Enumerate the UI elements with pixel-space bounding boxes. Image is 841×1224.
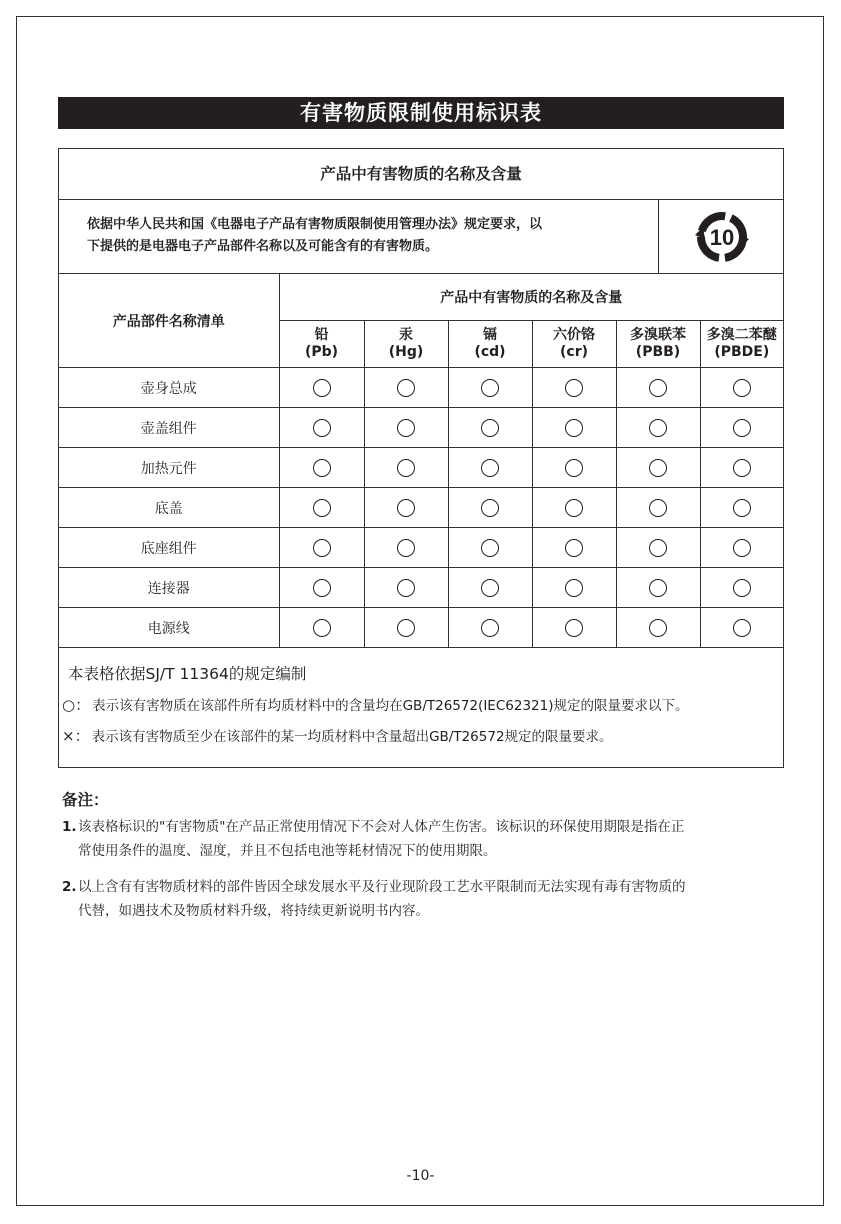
compliance-cell bbox=[616, 408, 700, 448]
compliance-cell bbox=[532, 408, 616, 448]
table-row bbox=[59, 368, 783, 408]
substance-name: 六价铬 bbox=[553, 327, 595, 343]
compliance-cell bbox=[448, 368, 532, 408]
circle-icon bbox=[313, 499, 331, 517]
grid-body bbox=[59, 274, 783, 648]
compliance-cell bbox=[700, 488, 783, 528]
circle-icon bbox=[481, 499, 499, 517]
cross-note bbox=[62, 725, 613, 746]
substance-name: 铅 bbox=[314, 327, 329, 343]
circle-icon bbox=[733, 419, 751, 437]
circle-icon bbox=[649, 539, 667, 557]
circle-icon bbox=[313, 419, 331, 437]
compliance-cell bbox=[448, 408, 532, 448]
component-name: 连接器 bbox=[59, 568, 279, 608]
remarks-heading: 备注： bbox=[62, 791, 109, 809]
circle-icon bbox=[733, 619, 751, 637]
circle-icon bbox=[313, 579, 331, 597]
cross-symbol: ×： bbox=[62, 727, 90, 745]
component-name: 底盖 bbox=[59, 488, 279, 528]
circle-icon bbox=[481, 619, 499, 637]
circle-icon bbox=[649, 459, 667, 477]
circle-icon bbox=[481, 579, 499, 597]
eco-logo-cell bbox=[659, 200, 783, 274]
circle-icon bbox=[397, 459, 415, 477]
substance-name: 多溴联苯 bbox=[630, 327, 686, 343]
compliance-cell bbox=[279, 488, 364, 528]
compliance-cell bbox=[279, 368, 364, 408]
logo-number: 10 bbox=[709, 225, 735, 250]
circle-icon bbox=[481, 459, 499, 477]
table-row bbox=[59, 408, 783, 448]
table-row bbox=[59, 448, 783, 488]
circle-icon bbox=[733, 579, 751, 597]
cross-note-text: 表示该有害物质至少在该部件的某一均质材料中含量超出GB/T26572规定的限量要求。 bbox=[91, 729, 613, 745]
compliance-cell bbox=[364, 368, 448, 408]
compliance-cell bbox=[448, 568, 532, 608]
substance-name: 汞 bbox=[399, 327, 413, 343]
circle-icon bbox=[397, 499, 415, 517]
circle-icon bbox=[313, 459, 331, 477]
circle-icon bbox=[565, 539, 583, 557]
circle-icon bbox=[397, 579, 415, 597]
remark-line: 代替，如遇技术及物质材料升级，将持续更新说明书内容。 bbox=[78, 903, 429, 919]
compliance-cell bbox=[364, 528, 448, 568]
circle-icon bbox=[397, 379, 415, 397]
circle-icon bbox=[313, 619, 331, 637]
compliance-cell bbox=[616, 488, 700, 528]
substance-name: 多溴二苯醚 bbox=[706, 327, 777, 343]
substance-header bbox=[364, 321, 448, 368]
compliance-cell bbox=[279, 408, 364, 448]
circle-icon bbox=[397, 419, 415, 437]
substance-symbol: (PBDE) bbox=[714, 344, 770, 360]
table-row bbox=[59, 608, 783, 648]
compliance-cell bbox=[279, 568, 364, 608]
compliance-cell bbox=[616, 368, 700, 408]
circle-symbol: ○： bbox=[62, 696, 91, 714]
circle-icon bbox=[649, 579, 667, 597]
component-name: 电源线 bbox=[59, 608, 279, 648]
compliance-cell bbox=[700, 368, 783, 408]
substance-symbol: (Hg) bbox=[388, 344, 424, 360]
circle-icon bbox=[565, 499, 583, 517]
circle-icon bbox=[313, 539, 331, 557]
substance-name: 镉 bbox=[483, 327, 497, 343]
substance-header bbox=[532, 321, 616, 368]
intro-line-2: 下提供的是电器电子产品部件名称以及可能含有的有害物质。 bbox=[87, 239, 439, 254]
component-name: 底座组件 bbox=[59, 528, 279, 568]
component-name: 加热元件 bbox=[59, 448, 279, 488]
substance-header bbox=[448, 321, 532, 368]
compliance-cell bbox=[364, 408, 448, 448]
compliance-cell bbox=[616, 568, 700, 608]
compliance-cell bbox=[364, 568, 448, 608]
substance-symbol: (cd) bbox=[474, 344, 506, 360]
circle-icon bbox=[733, 459, 751, 477]
standard-note: 本表格依据SJ/T 11364的规定编制 bbox=[68, 665, 307, 683]
substance-symbol: (cr) bbox=[560, 344, 588, 360]
circle-icon bbox=[733, 499, 751, 517]
compliance-cell bbox=[448, 608, 532, 648]
compliance-cell bbox=[532, 448, 616, 488]
circle-icon bbox=[397, 539, 415, 557]
circle-icon bbox=[565, 619, 583, 637]
circle-icon bbox=[481, 539, 499, 557]
compliance-cell bbox=[532, 568, 616, 608]
compliance-cell bbox=[700, 608, 783, 648]
remark-number: 2. bbox=[62, 879, 77, 895]
compliance-cell bbox=[700, 568, 783, 608]
circle-icon bbox=[733, 379, 751, 397]
compliance-cell bbox=[364, 488, 448, 528]
circle-icon bbox=[565, 459, 583, 477]
circle-icon bbox=[649, 419, 667, 437]
substance-header bbox=[700, 321, 783, 368]
column-span-header: 产品中有害物质的名称及含量 bbox=[279, 274, 783, 321]
intro-text bbox=[59, 200, 659, 274]
substance-header bbox=[279, 321, 364, 368]
section-title: 产品中有害物质的名称及含量 bbox=[59, 149, 783, 200]
circle-icon bbox=[481, 379, 499, 397]
circle-icon bbox=[397, 619, 415, 637]
substance-grid bbox=[59, 274, 783, 648]
compliance-cell bbox=[364, 608, 448, 648]
page-title: 有害物质限制使用标识表 bbox=[58, 97, 784, 129]
substance-symbol: (PBB) bbox=[635, 344, 681, 360]
circle-icon bbox=[649, 619, 667, 637]
compliance-cell bbox=[448, 528, 532, 568]
table-row bbox=[59, 488, 783, 528]
remark-number: 1. bbox=[62, 819, 77, 835]
compliance-cell bbox=[279, 528, 364, 568]
compliance-cell bbox=[700, 408, 783, 448]
circle-icon bbox=[481, 419, 499, 437]
compliance-cell bbox=[700, 448, 783, 488]
compliance-cell bbox=[448, 488, 532, 528]
remark-line: 以上含有有害物质材料的部件皆因全球发展水平及行业现阶段工艺水平限制而无法实现有毒有害物质的 bbox=[78, 879, 686, 895]
remark-line: 常使用条件的温度、湿度，并且不包括电池等耗材情况下的使用期限。 bbox=[78, 843, 497, 859]
remark-2 bbox=[62, 875, 788, 923]
remark-line: 该表格标识的"有害物质"在产品正常使用情况下不会对人体产生伤害。该标识的环保使用期限是指在正 bbox=[78, 819, 685, 835]
circle-icon bbox=[565, 379, 583, 397]
remark-1 bbox=[62, 815, 788, 863]
circle-icon bbox=[313, 379, 331, 397]
table-row bbox=[59, 568, 783, 608]
component-name: 壶盖组件 bbox=[59, 408, 279, 448]
circle-icon bbox=[649, 499, 667, 517]
circle-note bbox=[62, 694, 688, 715]
compliance-cell bbox=[616, 528, 700, 568]
substance-header bbox=[616, 321, 700, 368]
environmental-protection-period-icon bbox=[689, 209, 755, 265]
compliance-cell bbox=[279, 608, 364, 648]
row-header: 产品部件名称清单 bbox=[59, 274, 279, 368]
circle-note-text: 表示该有害物质在该部件所有均质材料中的含量均在GB/T26572(IEC62321)规定的限量要求以下。 bbox=[92, 698, 689, 714]
page-number: -10- bbox=[406, 1168, 435, 1184]
circle-icon bbox=[565, 419, 583, 437]
compliance-cell bbox=[616, 608, 700, 648]
compliance-cell bbox=[532, 528, 616, 568]
compliance-cell bbox=[364, 448, 448, 488]
table-row bbox=[59, 528, 783, 568]
compliance-cell bbox=[616, 448, 700, 488]
compliance-cell bbox=[532, 368, 616, 408]
circle-icon bbox=[733, 539, 751, 557]
compliance-cell bbox=[532, 488, 616, 528]
compliance-cell bbox=[700, 528, 783, 568]
compliance-cell bbox=[448, 448, 532, 488]
compliance-cell bbox=[279, 448, 364, 488]
compliance-cell bbox=[532, 608, 616, 648]
intro-line-1: 依据中华人民共和国《电器电子产品有害物质限制使用管理办法》规定要求，以 bbox=[87, 217, 543, 232]
circle-icon bbox=[565, 579, 583, 597]
substance-symbol: (Pb) bbox=[304, 344, 339, 360]
component-name: 壶身总成 bbox=[59, 368, 279, 408]
circle-icon bbox=[649, 379, 667, 397]
